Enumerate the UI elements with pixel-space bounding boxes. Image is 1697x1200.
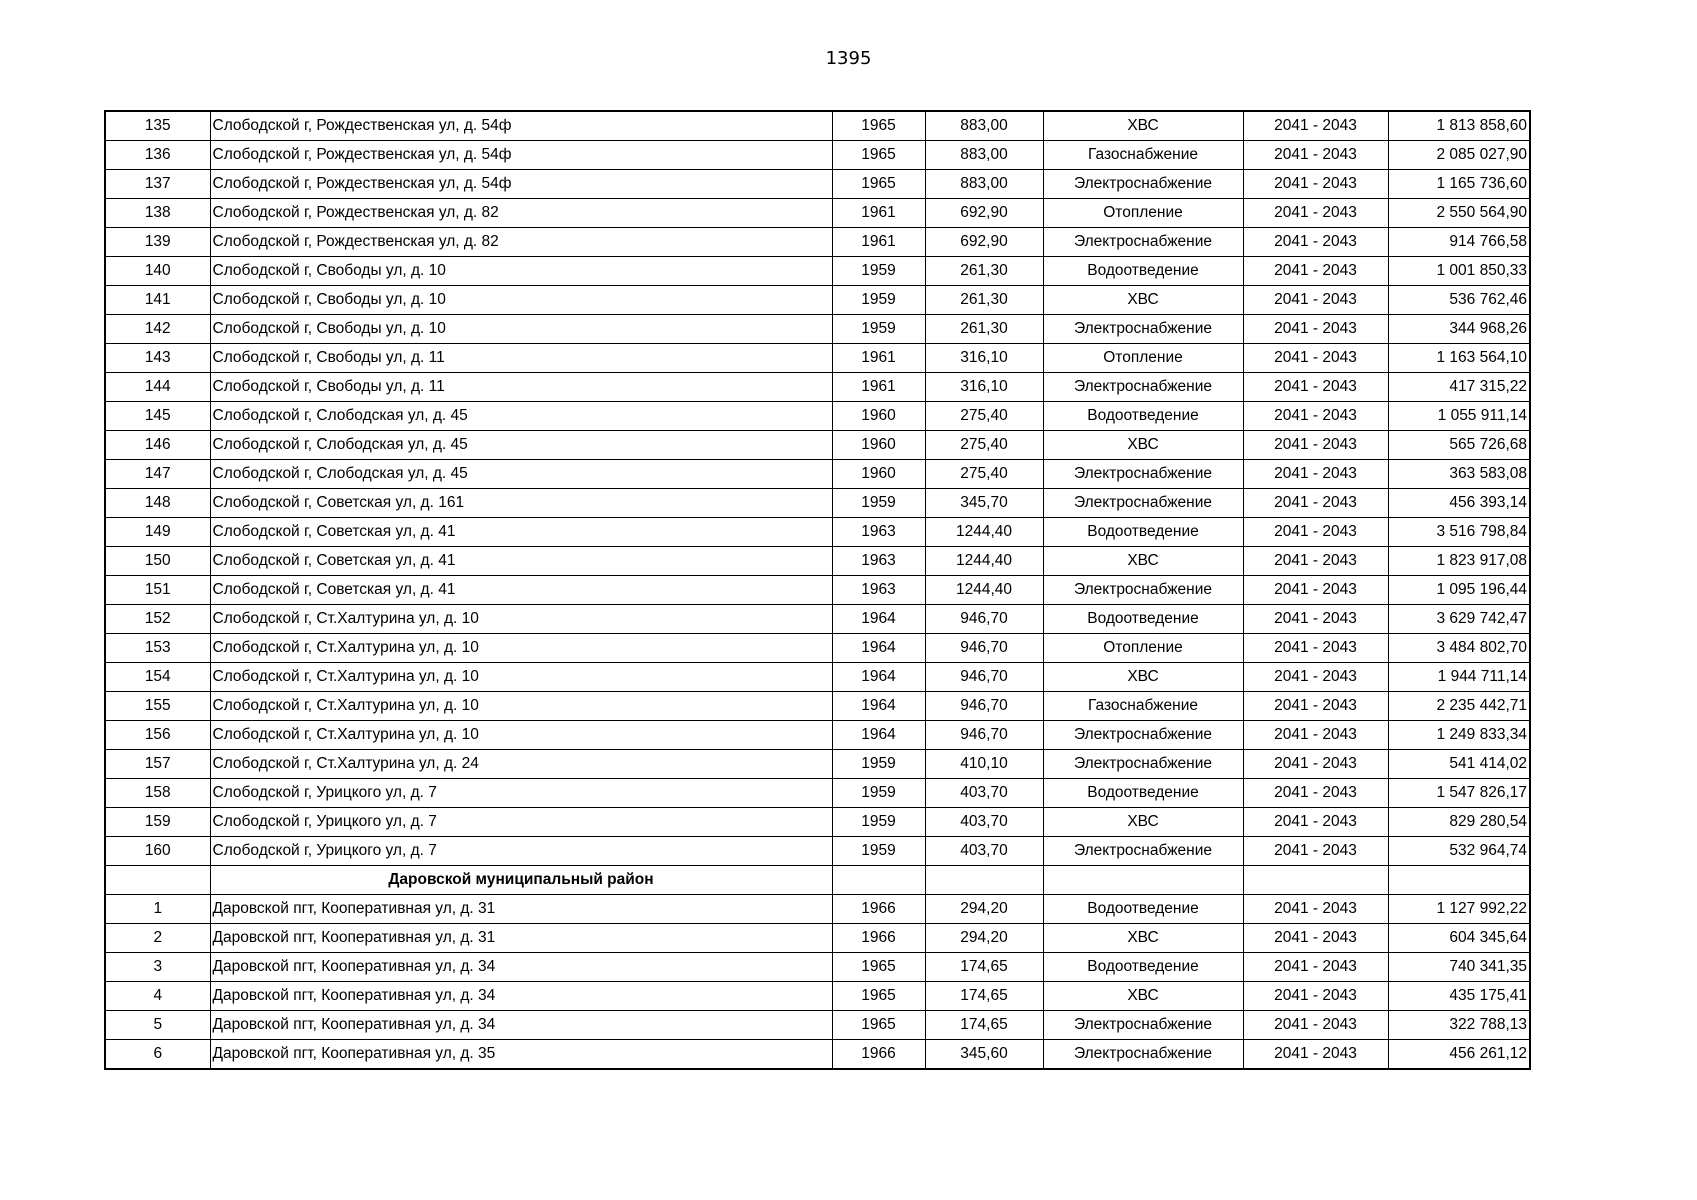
row-number-cell: 146 bbox=[105, 431, 210, 460]
period-cell: 2041 - 2043 bbox=[1243, 460, 1388, 489]
row-number-cell: 3 bbox=[105, 953, 210, 982]
area-cell: 275,40 bbox=[925, 431, 1043, 460]
period-cell: 2041 - 2043 bbox=[1243, 750, 1388, 779]
address-cell: Слободской г, Ст.Халтурина ул, д. 10 bbox=[210, 634, 832, 663]
table-row bbox=[105, 837, 1530, 866]
row-number-cell: 158 bbox=[105, 779, 210, 808]
area-cell: 1244,40 bbox=[925, 576, 1043, 605]
period-cell: 2041 - 2043 bbox=[1243, 489, 1388, 518]
address-cell: Слободской г, Ст.Халтурина ул, д. 10 bbox=[210, 605, 832, 634]
work-type-cell: Водоотведение bbox=[1043, 257, 1243, 286]
address-cell: Даровской пгт, Кооперативная ул, д. 34 bbox=[210, 953, 832, 982]
table-row bbox=[105, 663, 1530, 692]
period-cell: 2041 - 2043 bbox=[1243, 953, 1388, 982]
year-cell: 1964 bbox=[832, 721, 925, 750]
address-cell: Даровской пгт, Кооперативная ул, д. 31 bbox=[210, 924, 832, 953]
cost-cell: 456 393,14 bbox=[1388, 489, 1530, 518]
work-type-cell: ХВС bbox=[1043, 286, 1243, 315]
table-row bbox=[105, 750, 1530, 779]
table-row bbox=[105, 721, 1530, 750]
area-cell: 174,65 bbox=[925, 982, 1043, 1011]
period-cell: 2041 - 2043 bbox=[1243, 547, 1388, 576]
table-row bbox=[105, 170, 1530, 199]
area-cell: 275,40 bbox=[925, 402, 1043, 431]
row-number-cell: 148 bbox=[105, 489, 210, 518]
cost-cell: 2 085 027,90 bbox=[1388, 141, 1530, 170]
year-cell: 1965 bbox=[832, 953, 925, 982]
period-cell: 2041 - 2043 bbox=[1243, 1011, 1388, 1040]
cost-cell: 435 175,41 bbox=[1388, 982, 1530, 1011]
period-cell: 2041 - 2043 bbox=[1243, 228, 1388, 257]
work-type-cell: Электроснабжение bbox=[1043, 1040, 1243, 1070]
empty-cell bbox=[105, 866, 210, 895]
row-number-cell: 154 bbox=[105, 663, 210, 692]
area-cell: 692,90 bbox=[925, 228, 1043, 257]
address-cell: Слободской г, Рождественская ул, д. 54ф bbox=[210, 170, 832, 199]
work-type-cell: Электроснабжение bbox=[1043, 373, 1243, 402]
row-number-cell: 6 bbox=[105, 1040, 210, 1070]
work-type-cell: Водоотведение bbox=[1043, 895, 1243, 924]
table-row bbox=[105, 228, 1530, 257]
row-number-cell: 155 bbox=[105, 692, 210, 721]
address-cell: Слободской г, Ст.Халтурина ул, д. 10 bbox=[210, 663, 832, 692]
area-cell: 1244,40 bbox=[925, 518, 1043, 547]
year-cell: 1960 bbox=[832, 402, 925, 431]
area-cell: 316,10 bbox=[925, 344, 1043, 373]
table-row bbox=[105, 895, 1530, 924]
table-row bbox=[105, 605, 1530, 634]
address-cell: Слободской г, Свободы ул, д. 11 bbox=[210, 373, 832, 402]
table-row bbox=[105, 953, 1530, 982]
year-cell: 1964 bbox=[832, 663, 925, 692]
address-cell: Слободской г, Рождественская ул, д. 82 bbox=[210, 228, 832, 257]
work-type-cell: Отопление bbox=[1043, 199, 1243, 228]
area-cell: 316,10 bbox=[925, 373, 1043, 402]
period-cell: 2041 - 2043 bbox=[1243, 1040, 1388, 1070]
period-cell: 2041 - 2043 bbox=[1243, 721, 1388, 750]
cost-cell: 2 550 564,90 bbox=[1388, 199, 1530, 228]
area-cell: 174,65 bbox=[925, 953, 1043, 982]
work-type-cell: Электроснабжение bbox=[1043, 315, 1243, 344]
area-cell: 946,70 bbox=[925, 634, 1043, 663]
year-cell: 1963 bbox=[832, 547, 925, 576]
work-type-cell: Газоснабжение bbox=[1043, 141, 1243, 170]
year-cell: 1961 bbox=[832, 199, 925, 228]
table-row bbox=[105, 634, 1530, 663]
address-cell: Слободской г, Советская ул, д. 41 bbox=[210, 518, 832, 547]
work-type-cell: ХВС bbox=[1043, 808, 1243, 837]
row-number-cell: 149 bbox=[105, 518, 210, 547]
cost-cell: 829 280,54 bbox=[1388, 808, 1530, 837]
work-type-cell: Отопление bbox=[1043, 344, 1243, 373]
row-number-cell: 135 bbox=[105, 111, 210, 141]
year-cell: 1959 bbox=[832, 315, 925, 344]
work-type-cell: Электроснабжение bbox=[1043, 837, 1243, 866]
work-type-cell: Электроснабжение bbox=[1043, 576, 1243, 605]
address-cell: Слободской г, Рождественская ул, д. 54ф bbox=[210, 141, 832, 170]
table-row bbox=[105, 257, 1530, 286]
cost-cell: 1 127 992,22 bbox=[1388, 895, 1530, 924]
cost-cell: 3 484 802,70 bbox=[1388, 634, 1530, 663]
work-type-cell: Водоотведение bbox=[1043, 605, 1243, 634]
year-cell: 1959 bbox=[832, 750, 925, 779]
cost-cell: 363 583,08 bbox=[1388, 460, 1530, 489]
year-cell: 1966 bbox=[832, 924, 925, 953]
cost-cell: 3 629 742,47 bbox=[1388, 605, 1530, 634]
area-cell: 692,90 bbox=[925, 199, 1043, 228]
area-cell: 261,30 bbox=[925, 315, 1043, 344]
period-cell: 2041 - 2043 bbox=[1243, 692, 1388, 721]
row-number-cell: 2 bbox=[105, 924, 210, 953]
row-number-cell: 5 bbox=[105, 1011, 210, 1040]
area-cell: 946,70 bbox=[925, 692, 1043, 721]
row-number-cell: 4 bbox=[105, 982, 210, 1011]
year-cell: 1963 bbox=[832, 576, 925, 605]
address-cell: Слободской г, Урицкого ул, д. 7 bbox=[210, 779, 832, 808]
cost-cell: 1 001 850,33 bbox=[1388, 257, 1530, 286]
work-type-cell: ХВС bbox=[1043, 431, 1243, 460]
year-cell: 1965 bbox=[832, 1011, 925, 1040]
row-number-cell: 139 bbox=[105, 228, 210, 257]
table-row bbox=[105, 982, 1530, 1011]
work-type-cell: Электроснабжение bbox=[1043, 460, 1243, 489]
table-row bbox=[105, 402, 1530, 431]
period-cell: 2041 - 2043 bbox=[1243, 808, 1388, 837]
area-cell: 410,10 bbox=[925, 750, 1043, 779]
area-cell: 294,20 bbox=[925, 924, 1043, 953]
row-number-cell: 136 bbox=[105, 141, 210, 170]
area-cell: 345,60 bbox=[925, 1040, 1043, 1070]
cost-cell: 2 235 442,71 bbox=[1388, 692, 1530, 721]
address-cell: Слободской г, Ст.Халтурина ул, д. 10 bbox=[210, 721, 832, 750]
year-cell: 1960 bbox=[832, 460, 925, 489]
table-row bbox=[105, 779, 1530, 808]
area-cell: 261,30 bbox=[925, 257, 1043, 286]
row-number-cell: 159 bbox=[105, 808, 210, 837]
row-number-cell: 153 bbox=[105, 634, 210, 663]
section-header-row bbox=[105, 866, 1530, 895]
work-type-cell: Электроснабжение bbox=[1043, 721, 1243, 750]
period-cell: 2041 - 2043 bbox=[1243, 924, 1388, 953]
work-type-cell: Электроснабжение bbox=[1043, 170, 1243, 199]
area-cell: 403,70 bbox=[925, 808, 1043, 837]
cost-cell: 3 516 798,84 bbox=[1388, 518, 1530, 547]
row-number-cell: 137 bbox=[105, 170, 210, 199]
area-cell: 946,70 bbox=[925, 721, 1043, 750]
cost-cell: 1 249 833,34 bbox=[1388, 721, 1530, 750]
table-row bbox=[105, 286, 1530, 315]
address-cell: Слободской г, Рождественская ул, д. 54ф bbox=[210, 111, 832, 141]
row-number-cell: 156 bbox=[105, 721, 210, 750]
cost-cell: 740 341,35 bbox=[1388, 953, 1530, 982]
period-cell: 2041 - 2043 bbox=[1243, 373, 1388, 402]
period-cell: 2041 - 2043 bbox=[1243, 663, 1388, 692]
address-cell: Слободской г, Свободы ул, д. 11 bbox=[210, 344, 832, 373]
address-cell: Слободской г, Свободы ул, д. 10 bbox=[210, 315, 832, 344]
work-type-cell: Водоотведение bbox=[1043, 953, 1243, 982]
empty-cell bbox=[925, 866, 1043, 895]
work-type-cell: ХВС bbox=[1043, 111, 1243, 141]
address-cell: Слободской г, Слободская ул, д. 45 bbox=[210, 431, 832, 460]
period-cell: 2041 - 2043 bbox=[1243, 170, 1388, 199]
area-cell: 403,70 bbox=[925, 779, 1043, 808]
table-row bbox=[105, 344, 1530, 373]
year-cell: 1959 bbox=[832, 779, 925, 808]
address-cell: Слободской г, Ст.Халтурина ул, д. 24 bbox=[210, 750, 832, 779]
work-type-cell: Водоотведение bbox=[1043, 402, 1243, 431]
work-type-cell: Электроснабжение bbox=[1043, 750, 1243, 779]
row-number-cell: 151 bbox=[105, 576, 210, 605]
year-cell: 1959 bbox=[832, 808, 925, 837]
table-row bbox=[105, 315, 1530, 344]
cost-cell: 1 944 711,14 bbox=[1388, 663, 1530, 692]
year-cell: 1966 bbox=[832, 1040, 925, 1070]
row-number-cell: 138 bbox=[105, 199, 210, 228]
row-number-cell: 143 bbox=[105, 344, 210, 373]
cost-cell: 914 766,58 bbox=[1388, 228, 1530, 257]
work-type-cell: Электроснабжение bbox=[1043, 228, 1243, 257]
address-cell: Слободской г, Урицкого ул, д. 7 bbox=[210, 808, 832, 837]
work-type-cell: Водоотведение bbox=[1043, 518, 1243, 547]
year-cell: 1961 bbox=[832, 373, 925, 402]
cost-cell: 344 968,26 bbox=[1388, 315, 1530, 344]
period-cell: 2041 - 2043 bbox=[1243, 982, 1388, 1011]
cost-cell: 541 414,02 bbox=[1388, 750, 1530, 779]
address-cell: Слободской г, Рождественская ул, д. 82 bbox=[210, 199, 832, 228]
area-cell: 174,65 bbox=[925, 1011, 1043, 1040]
period-cell: 2041 - 2043 bbox=[1243, 344, 1388, 373]
table-row bbox=[105, 808, 1530, 837]
period-cell: 2041 - 2043 bbox=[1243, 315, 1388, 344]
period-cell: 2041 - 2043 bbox=[1243, 111, 1388, 141]
period-cell: 2041 - 2043 bbox=[1243, 518, 1388, 547]
work-type-cell: Электроснабжение bbox=[1043, 1011, 1243, 1040]
address-cell: Даровской пгт, Кооперативная ул, д. 34 bbox=[210, 1011, 832, 1040]
cost-cell: 536 762,46 bbox=[1388, 286, 1530, 315]
period-cell: 2041 - 2043 bbox=[1243, 402, 1388, 431]
work-type-cell: ХВС bbox=[1043, 982, 1243, 1011]
table-body bbox=[105, 111, 1530, 1069]
table-row bbox=[105, 460, 1530, 489]
cost-cell: 1 823 917,08 bbox=[1388, 547, 1530, 576]
area-cell: 275,40 bbox=[925, 460, 1043, 489]
work-type-cell: Электроснабжение bbox=[1043, 489, 1243, 518]
area-cell: 883,00 bbox=[925, 170, 1043, 199]
row-number-cell: 144 bbox=[105, 373, 210, 402]
table-row bbox=[105, 692, 1530, 721]
year-cell: 1964 bbox=[832, 634, 925, 663]
work-type-cell: ХВС bbox=[1043, 663, 1243, 692]
table-row bbox=[105, 1040, 1530, 1070]
cost-cell: 565 726,68 bbox=[1388, 431, 1530, 460]
area-cell: 261,30 bbox=[925, 286, 1043, 315]
year-cell: 1966 bbox=[832, 895, 925, 924]
cost-cell: 456 261,12 bbox=[1388, 1040, 1530, 1070]
empty-cell bbox=[1243, 866, 1388, 895]
period-cell: 2041 - 2043 bbox=[1243, 605, 1388, 634]
table-row bbox=[105, 518, 1530, 547]
address-cell: Слободской г, Урицкого ул, д. 7 bbox=[210, 837, 832, 866]
area-cell: 294,20 bbox=[925, 895, 1043, 924]
period-cell: 2041 - 2043 bbox=[1243, 431, 1388, 460]
year-cell: 1959 bbox=[832, 257, 925, 286]
table-row bbox=[105, 373, 1530, 402]
year-cell: 1964 bbox=[832, 692, 925, 721]
area-cell: 883,00 bbox=[925, 141, 1043, 170]
area-cell: 403,70 bbox=[925, 837, 1043, 866]
cost-cell: 1 163 564,10 bbox=[1388, 344, 1530, 373]
row-number-cell: 147 bbox=[105, 460, 210, 489]
year-cell: 1959 bbox=[832, 286, 925, 315]
table-row bbox=[105, 141, 1530, 170]
year-cell: 1965 bbox=[832, 111, 925, 141]
period-cell: 2041 - 2043 bbox=[1243, 199, 1388, 228]
area-cell: 946,70 bbox=[925, 605, 1043, 634]
year-cell: 1965 bbox=[832, 170, 925, 199]
cost-cell: 1 547 826,17 bbox=[1388, 779, 1530, 808]
work-type-cell: Газоснабжение bbox=[1043, 692, 1243, 721]
area-cell: 883,00 bbox=[925, 111, 1043, 141]
year-cell: 1961 bbox=[832, 344, 925, 373]
address-cell: Слободской г, Слободская ул, д. 45 bbox=[210, 460, 832, 489]
row-number-cell: 145 bbox=[105, 402, 210, 431]
address-cell: Слободской г, Свободы ул, д. 10 bbox=[210, 286, 832, 315]
work-type-cell: ХВС bbox=[1043, 547, 1243, 576]
table-row bbox=[105, 431, 1530, 460]
period-cell: 2041 - 2043 bbox=[1243, 141, 1388, 170]
row-number-cell: 160 bbox=[105, 837, 210, 866]
address-cell: Слободской г, Советская ул, д. 41 bbox=[210, 547, 832, 576]
cost-cell: 1 055 911,14 bbox=[1388, 402, 1530, 431]
cost-cell: 417 315,22 bbox=[1388, 373, 1530, 402]
table-row bbox=[105, 489, 1530, 518]
period-cell: 2041 - 2043 bbox=[1243, 634, 1388, 663]
page-number: 1395 bbox=[825, 48, 872, 69]
cost-cell: 1 813 858,60 bbox=[1388, 111, 1530, 141]
table-row bbox=[105, 924, 1530, 953]
table-row bbox=[105, 547, 1530, 576]
row-number-cell: 141 bbox=[105, 286, 210, 315]
row-number-cell: 140 bbox=[105, 257, 210, 286]
year-cell: 1963 bbox=[832, 518, 925, 547]
period-cell: 2041 - 2043 bbox=[1243, 286, 1388, 315]
work-type-cell: Отопление bbox=[1043, 634, 1243, 663]
address-cell: Слободской г, Слободская ул, д. 45 bbox=[210, 402, 832, 431]
cost-cell: 1 165 736,60 bbox=[1388, 170, 1530, 199]
cost-cell: 532 964,74 bbox=[1388, 837, 1530, 866]
cost-cell: 1 095 196,44 bbox=[1388, 576, 1530, 605]
period-cell: 2041 - 2043 bbox=[1243, 576, 1388, 605]
period-cell: 2041 - 2043 bbox=[1243, 779, 1388, 808]
table-row bbox=[105, 576, 1530, 605]
address-cell: Слободской г, Советская ул, д. 41 bbox=[210, 576, 832, 605]
year-cell: 1959 bbox=[832, 489, 925, 518]
year-cell: 1960 bbox=[832, 431, 925, 460]
area-cell: 1244,40 bbox=[925, 547, 1043, 576]
year-cell: 1965 bbox=[832, 141, 925, 170]
year-cell: 1961 bbox=[832, 228, 925, 257]
period-cell: 2041 - 2043 bbox=[1243, 895, 1388, 924]
address-cell: Даровской пгт, Кооперативная ул, д. 35 bbox=[210, 1040, 832, 1070]
area-cell: 345,70 bbox=[925, 489, 1043, 518]
section-title: Даровской муниципальный район bbox=[210, 866, 832, 895]
table-row bbox=[105, 199, 1530, 228]
work-type-cell: ХВС bbox=[1043, 924, 1243, 953]
period-cell: 2041 - 2043 bbox=[1243, 257, 1388, 286]
row-number-cell: 152 bbox=[105, 605, 210, 634]
table-row bbox=[105, 1011, 1530, 1040]
year-cell: 1965 bbox=[832, 982, 925, 1011]
cost-cell: 322 788,13 bbox=[1388, 1011, 1530, 1040]
row-number-cell: 157 bbox=[105, 750, 210, 779]
empty-cell bbox=[1043, 866, 1243, 895]
address-cell: Даровской пгт, Кооперативная ул, д. 34 bbox=[210, 982, 832, 1011]
row-number-cell: 150 bbox=[105, 547, 210, 576]
year-cell: 1964 bbox=[832, 605, 925, 634]
work-type-cell: Водоотведение bbox=[1043, 779, 1243, 808]
table-row bbox=[105, 111, 1530, 141]
row-number-cell: 142 bbox=[105, 315, 210, 344]
empty-cell bbox=[832, 866, 925, 895]
address-cell: Слободской г, Свободы ул, д. 10 bbox=[210, 257, 832, 286]
address-cell: Слободской г, Ст.Халтурина ул, д. 10 bbox=[210, 692, 832, 721]
period-cell: 2041 - 2043 bbox=[1243, 837, 1388, 866]
address-cell: Даровской пгт, Кооперативная ул, д. 31 bbox=[210, 895, 832, 924]
area-cell: 946,70 bbox=[925, 663, 1043, 692]
address-cell: Слободской г, Советская ул, д. 161 bbox=[210, 489, 832, 518]
empty-cell bbox=[1388, 866, 1530, 895]
repair-schedule-table bbox=[104, 110, 1531, 1070]
year-cell: 1959 bbox=[832, 837, 925, 866]
row-number-cell: 1 bbox=[105, 895, 210, 924]
cost-cell: 604 345,64 bbox=[1388, 924, 1530, 953]
